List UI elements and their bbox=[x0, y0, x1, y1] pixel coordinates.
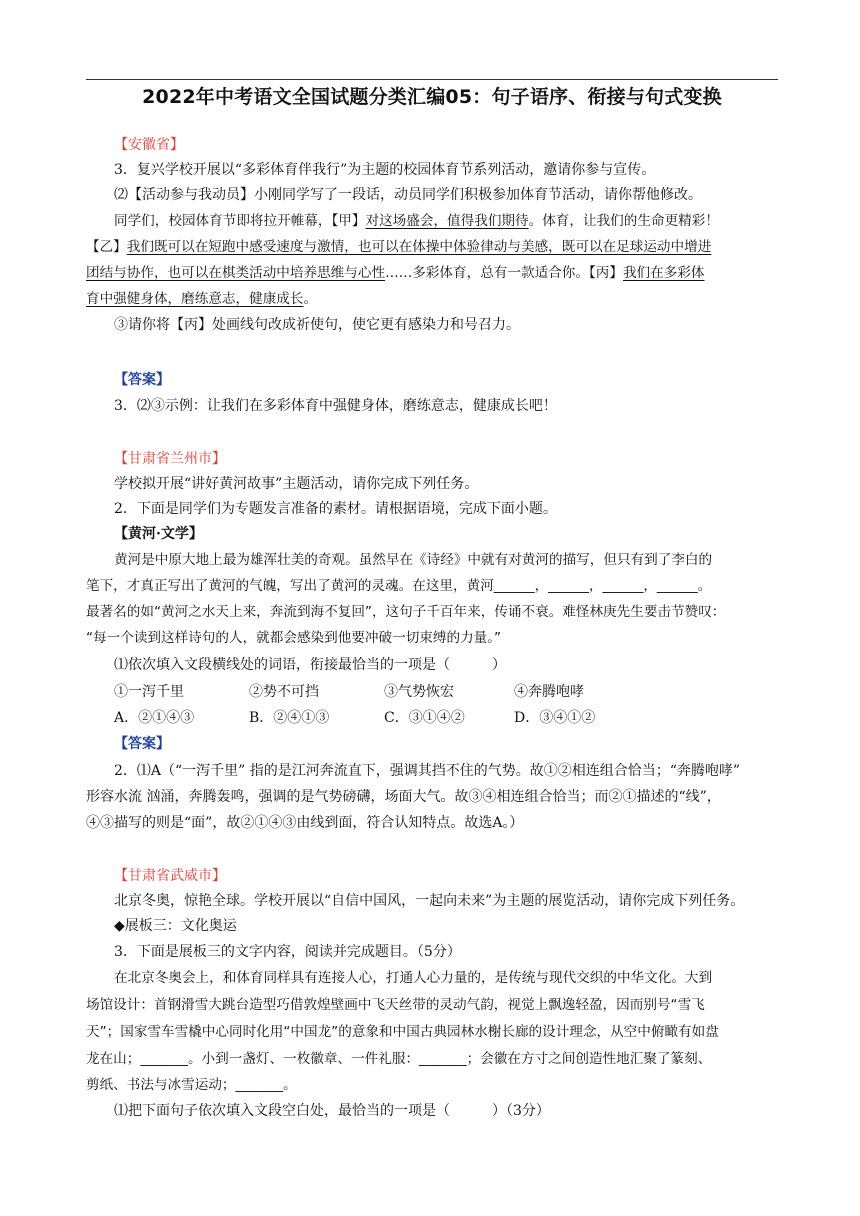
header-rule bbox=[86, 79, 778, 80]
word-option: ②势不可挡 bbox=[249, 684, 319, 700]
answer-text: 2．⑴A（“一泻千里” 指的是江河奔流直下，强调其挡不住的气势。故①②相连组合恰当；“奔腾咆哮” bbox=[114, 763, 741, 779]
passage-line: 最著名的如“黄河之水天上来，奔流到海不复回”，这句子千百年来，传诵不衰。难怪林庚先生要击节赞叹： bbox=[86, 604, 726, 620]
answer-text: ④③描写的则是“面”，故②①④③由线到面，符合认知特点。故选A。） bbox=[86, 815, 524, 831]
choice-a: A．②①④③ bbox=[114, 710, 195, 726]
passage-text: 。体育，让我们的生命更精彩！ bbox=[528, 213, 719, 229]
answer-text: 3．⑵③示例：让我们在多彩体育中强健身体，磨练意志，健康成长吧！ bbox=[114, 398, 557, 414]
intro-text: 学校拟开展“讲好黄河故事”主题活动，请你完成下列任务。 bbox=[114, 476, 479, 492]
passage-line: 在北京冬奥会上，和体育同样具有连接人心，打通人心力量的，是传统与现代交织的中华文化。大到 bbox=[114, 970, 713, 986]
province-label: 【甘肃省武威市】 bbox=[114, 868, 226, 884]
passage-line bbox=[86, 288, 317, 310]
section-heading: 【黄河·文学】 bbox=[114, 526, 203, 542]
answer-text: 形容水流 汹涌，奔腾轰鸣，强调的是气势磅礴，场面大气。故③④相连组合恰当；而②①描述的“线”， bbox=[86, 789, 721, 805]
word-option: ③气势恢宏 bbox=[384, 684, 454, 700]
question-text: 2．下面是同学们为专题发言准备的素材。请根据语境，完成下面小题。 bbox=[114, 501, 557, 517]
task-text: ③请你将【丙】处画线句改成祈使句，使它更有感染力和号召力。 bbox=[114, 317, 520, 333]
passage-line: 龙在山；_______。小到一盏灯、一枚徽章、一件礼服：_______；会徽在方寸之间创造性地汇聚了篆刻、 bbox=[86, 1051, 712, 1067]
passage-line: 天”；国家雪车雪橇中心同时化用“中国龙”的意象和中国古典园林水榭长廊的设计理念，从空中俯瞰有如盘 bbox=[86, 1024, 719, 1040]
passage-line bbox=[114, 210, 719, 232]
choice-d: D．③④①② bbox=[514, 710, 596, 726]
subquestion-text: ⑴把下面句子依次填入文段空白处，最恰当的一项是（ ）（3分） bbox=[114, 1103, 550, 1119]
underlined-sentence-yi: 我们既可以在短跑中感受速度与激情，也可以在体操中体验律动与美感，既可以在足球运动中增进 bbox=[126, 239, 712, 255]
passage-line bbox=[86, 262, 705, 284]
question-text: 3．复兴学校开展以“多彩体育伴我行”为主题的校园体育节系列活动，邀请你参与宣传。 bbox=[114, 162, 656, 178]
word-option: ①一泻千里 bbox=[114, 684, 184, 700]
underlined-sentence-yi: 团结与协作，也可以在棋类活动中培养思维与心性 bbox=[86, 265, 386, 281]
underlined-sentence-bing: 育中强健身体，磨练意志，健康成长 bbox=[86, 291, 304, 307]
passage-text: 同学们，校园体育节即将拉开帷幕，【甲】 bbox=[114, 213, 366, 229]
province-label: 【安徽省】 bbox=[114, 137, 184, 153]
passage-line: 笔下，才真正写出了黄河的气魄，写出了黄河的灵魂。在这里，黄河______，______，______，______。 bbox=[86, 578, 712, 594]
subquestion-text: ⑴依次填入文段横线处的词语，衔接最恰当的一项是（ ） bbox=[114, 657, 506, 673]
underlined-sentence-jia: 对这场盛会，值得我们期待 bbox=[365, 213, 529, 229]
choice-c: C．③①④② bbox=[384, 710, 465, 726]
question-text: 3．下面是展板三的文字内容，阅读并完成题目。（5分） bbox=[114, 944, 461, 960]
passage-text: 。 bbox=[303, 291, 318, 307]
answer-label: 【答案】 bbox=[114, 736, 170, 752]
intro-text: 北京冬奥，惊艳全球。学校开展以“自信中国风，一起向未来”为主题的展览活动，请你完成下列任务。 bbox=[114, 893, 745, 909]
subquestion-text: ⑵【活动参与我动员】小刚同学写了一段话，动员同学们积极参加体育节活动，请你帮他修改。 bbox=[114, 187, 702, 203]
word-option: ④奔腾咆哮 bbox=[514, 684, 584, 700]
passage-line: 剪纸、书法与冰雪运动；_______。 bbox=[86, 1077, 297, 1093]
underlined-sentence-bing: 我们在多彩体 bbox=[622, 265, 705, 281]
province-label: 【甘肃省兰州市】 bbox=[114, 451, 226, 467]
page-title: 2022年中考语文全国试题分类汇编05：句子语序、衔接与句式变换 bbox=[142, 86, 722, 108]
passage-line: “每一个读到这样诗句的人，就都会感染到他要冲破一切束缚的力量。” bbox=[86, 630, 502, 646]
answer-label: 【答案】 bbox=[114, 372, 170, 388]
board-heading: ◆展板三：文化奥运 bbox=[114, 918, 237, 934]
passage-line bbox=[86, 236, 711, 258]
passage-text: ……多彩体育，总有一款适合你。【丙】 bbox=[385, 265, 623, 281]
passage-text: 【乙】 bbox=[86, 239, 127, 255]
passage-line: 黄河是中原大地上最为雄浑壮美的奇观。虽然早在《诗经》中就有对黄河的描写，但只有到了李白的 bbox=[114, 552, 713, 568]
choice-b: B．②④①③ bbox=[249, 710, 330, 726]
passage-line: 场馆设计：首钢滑雪大跳台造型巧借敦煌壁画中飞天丝带的灵动气韵，视觉上飘逸轻盈，因而别号“雪飞 bbox=[86, 997, 705, 1013]
